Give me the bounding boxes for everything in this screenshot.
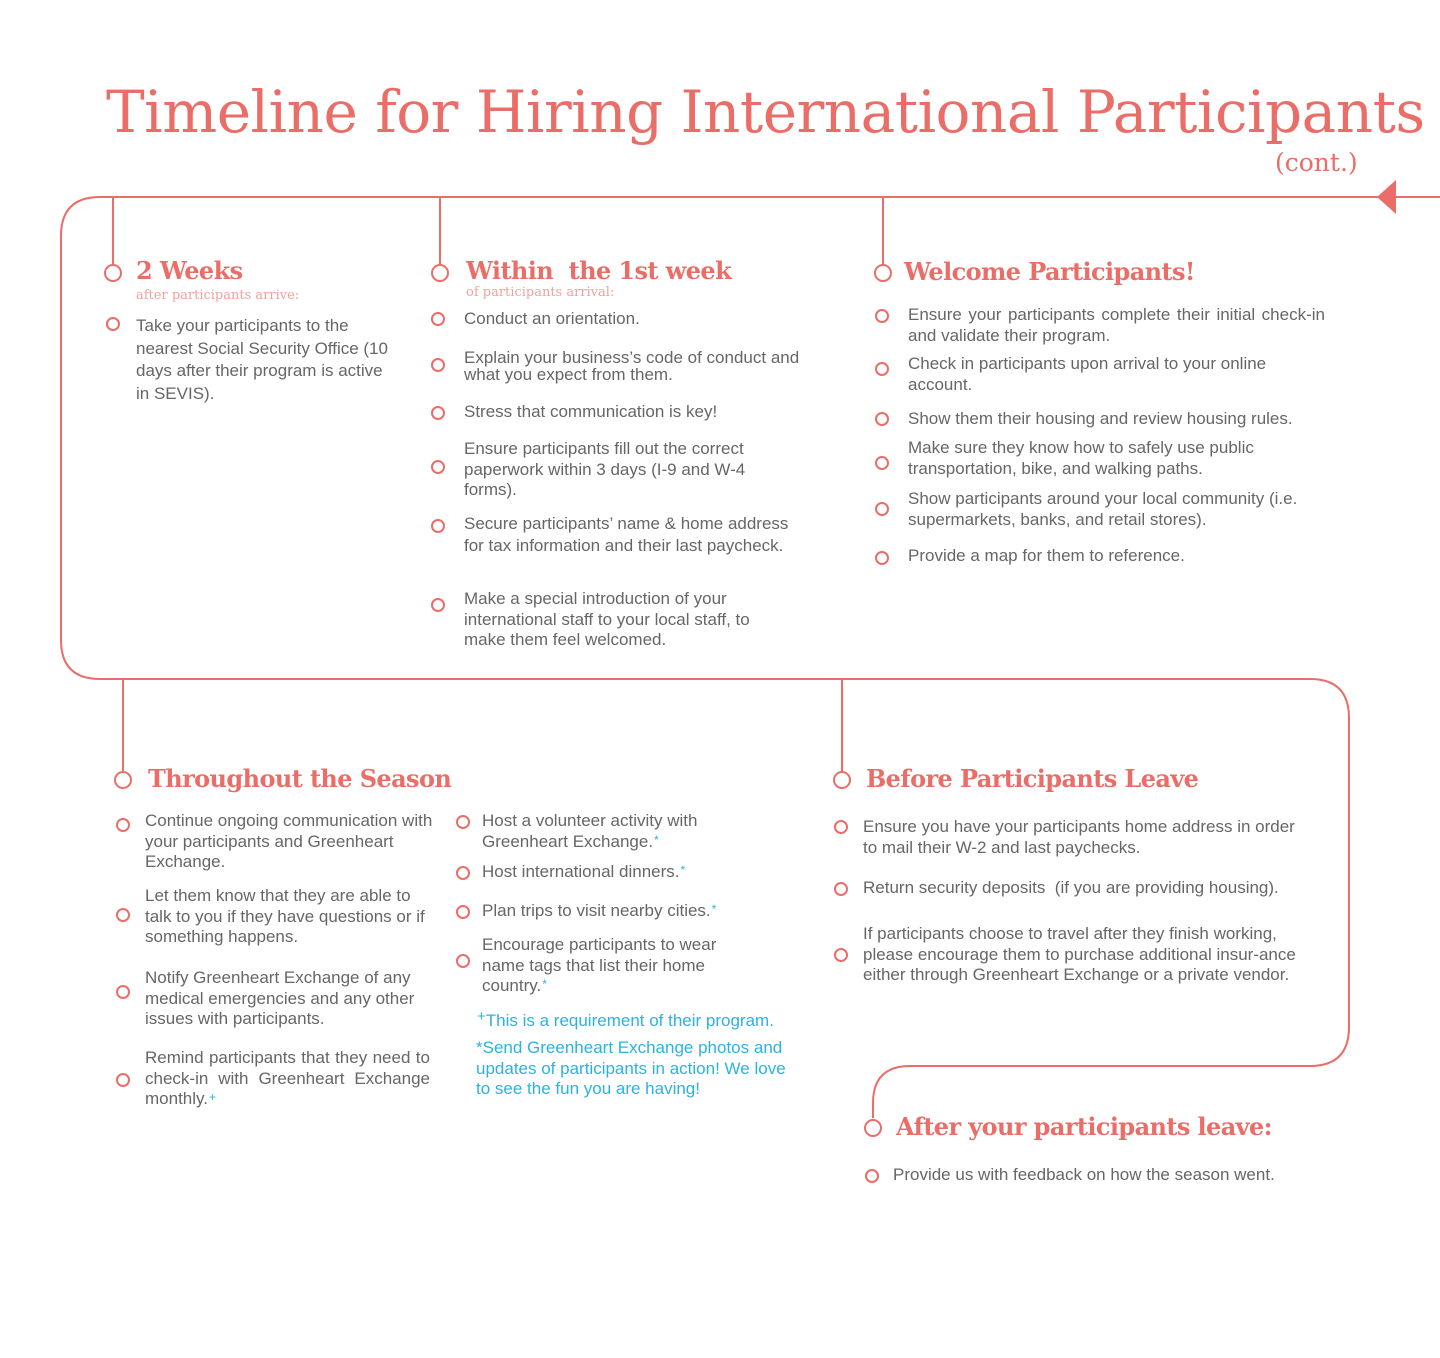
list-item <box>145 1048 430 1110</box>
list-item: Secure participants’ name & home address for tax information and their last paycheck. <box>464 514 789 555</box>
requirement-mark: + <box>209 1090 217 1104</box>
arrow-left-icon <box>1377 180 1396 214</box>
list-item: Ensure you have your participants home address in order to mail their W-2 and last paychecks. <box>863 817 1295 857</box>
list-item <box>482 901 782 922</box>
list-item-text: Plan trips to visit nearby cities. <box>482 901 711 920</box>
timeline-node-icon <box>431 264 449 282</box>
section-subheading-first-week: of participants arrival: <box>466 285 615 300</box>
requirement-mark: + <box>477 1008 486 1025</box>
bullet-circle-icon <box>431 358 445 372</box>
timeline-node-icon <box>104 264 122 282</box>
section-heading-before-leave: Before Participants Leave <box>866 764 1199 793</box>
bullet-circle-icon <box>116 908 130 922</box>
bullet-circle-icon <box>456 866 470 880</box>
photo-mark: * <box>654 832 659 847</box>
bullet-circle-icon <box>431 460 445 474</box>
page-subtitle: (cont.) <box>1275 148 1358 177</box>
list-item: If participants choose to travel after they finish working, please encourage them to purchase additional insur-ance either through Greenheart Exchange or a private vendor. <box>863 924 1296 984</box>
timeline-node-icon <box>114 771 132 789</box>
list-item: Notify Greenheart Exchange of any medical emergencies and any other issues with participants. <box>145 968 415 1028</box>
section-subheading-two-weeks: after participants arrive: <box>136 288 300 303</box>
list-item <box>482 862 782 883</box>
page-title: Timeline for Hiring International Participants <box>106 78 1425 146</box>
bullet-circle-icon <box>875 309 889 323</box>
list-item <box>482 935 747 997</box>
section-heading-first-week: Within the 1st week <box>466 256 732 285</box>
list-item: Make a special introduction of your international staff to your local staff, to make them feel welcomed. <box>464 589 750 649</box>
bullet-circle-icon <box>116 818 130 832</box>
bullet-circle-icon <box>834 882 848 896</box>
list-item-text: Host international dinners. <box>482 862 680 881</box>
photo-mark: * <box>542 977 547 991</box>
list-item: Ensure participants fill out the correct paperwork within 3 days (I-9 and W-4 forms). <box>464 439 746 499</box>
bullet-circle-icon <box>116 985 130 999</box>
bullet-circle-icon <box>456 954 470 968</box>
list-item: Show participants around your local community (i.e. supermarkets, banks, and retail stores). <box>908 489 1298 529</box>
bullet-circle-icon <box>116 1073 130 1087</box>
bullet-circle-icon <box>865 1169 879 1183</box>
timeline-node-icon <box>833 771 851 789</box>
bullet-circle-icon <box>875 362 889 376</box>
list-item: Ensure your participants complete their initial check-in and validate their program. <box>908 305 1325 345</box>
photo-mark: * <box>711 902 717 916</box>
requirement-note-text: This is a requirement of their program. <box>485 1011 774 1030</box>
bullet-circle-icon <box>106 317 120 331</box>
section-heading-two-weeks: 2 Weeks <box>136 256 243 285</box>
bullet-circle-icon <box>834 820 848 834</box>
list-item <box>482 811 742 852</box>
bullet-circle-icon <box>456 815 470 829</box>
list-item: Explain your business’s code of conduct and what you expect from them. <box>464 348 800 384</box>
requirement-note <box>476 1008 816 1032</box>
bullet-circle-icon <box>875 502 889 516</box>
list-item: Show them their housing and review housing rules. <box>908 409 1293 428</box>
bullet-circle-icon <box>431 406 445 420</box>
timeline-node-icon <box>864 1119 882 1137</box>
bullet-circle-icon <box>456 905 470 919</box>
list-item: Conduct an orientation. <box>464 309 640 328</box>
list-item-text: Remind participants that they need to check-in with Greenheart Exchange monthly. <box>145 1048 430 1108</box>
list-item: Check in participants upon arrival to your online account. <box>908 354 1267 394</box>
section-heading-season: Throughout the Season <box>148 764 452 793</box>
bullet-circle-icon <box>834 948 848 962</box>
bullet-circle-icon <box>875 551 889 565</box>
bullet-circle-icon <box>431 598 445 612</box>
section-heading-welcome: Welcome Participants! <box>904 257 1195 286</box>
list-item: Continue ongoing communication with your participants and Greenheart Exchange. <box>145 811 433 871</box>
list-item: Return security deposits (if you are providing housing). <box>863 878 1279 897</box>
list-item: Take your participants to the nearest Social Security Office (10 days after their program is active in SEVIS). <box>136 316 388 403</box>
list-item: Stress that communication is key! <box>464 402 718 421</box>
bullet-circle-icon <box>431 519 445 533</box>
bullet-circle-icon <box>875 412 889 426</box>
list-item-text: Encourage participants to wear name tags that list their home country. <box>482 935 717 995</box>
list-item: Make sure they know how to safely use public transportation, bike, and walking paths. <box>908 438 1254 478</box>
timeline-node-icon <box>874 264 892 282</box>
list-item-text: Host a volunteer activity with Greenheart Exchange. <box>482 811 698 851</box>
list-item: Provide us with feedback on how the season went. <box>893 1165 1275 1184</box>
photo-mark: * <box>680 863 686 877</box>
bullet-circle-icon <box>431 312 445 326</box>
section-heading-after-leave: After your participants leave: <box>896 1112 1272 1141</box>
list-item: Provide a map for them to reference. <box>908 546 1185 565</box>
list-item: Let them know that they are able to talk to you if they have questions or if something happens. <box>145 886 425 946</box>
photo-note: *Send Greenheart Exchange photos and updates of participants in action! We love to see the fun you are having! <box>476 1038 786 1098</box>
bullet-circle-icon <box>875 456 889 470</box>
